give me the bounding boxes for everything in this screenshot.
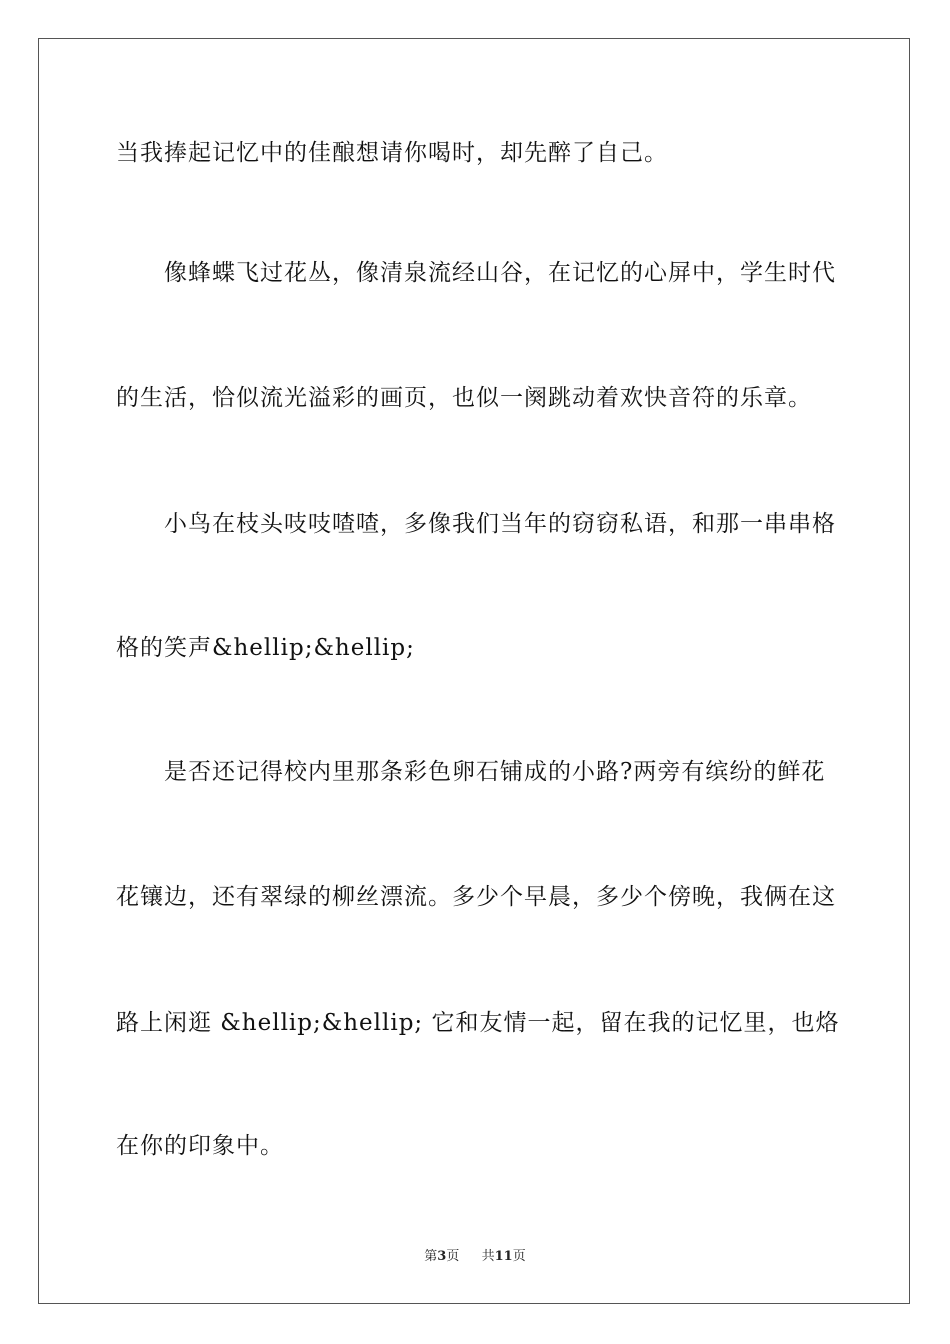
text-line-9: 在你的印象中。 [116,1133,284,1159]
total-suffix: 页 [512,1249,526,1264]
total-prefix: 共 [481,1249,495,1264]
text-line-3: 的生活，恰似流光溢彩的画页，也似一阕跳动着欢快音符的乐章。 [116,385,812,411]
text-line-4: 小鸟在枝头吱吱喳喳，多像我们当年的窃窃私语，和那一串串格 [164,511,836,537]
total-number: 11 [494,1249,513,1264]
text-line-5: 格的笑声&hellip;&hellip; [116,635,415,661]
page-footer [0,1248,950,1266]
text-line-8: 路上闲逛 &hellip;&hellip; 它和友情一起，留在我的记忆里，也烙 [116,1010,840,1036]
text-line-6: 是否还记得校内里那条彩色卵石铺成的小路?两旁有缤纷的鲜花 [164,759,826,785]
text-line-7: 花镶边，还有翠绿的柳丝漂流。多少个早晨，多少个傍晚，我俩在这 [116,884,836,910]
page-number: 3 [437,1249,447,1264]
page-label [424,1248,459,1266]
total-pages-label [482,1248,526,1266]
page-suffix: 页 [446,1249,460,1264]
page-frame [38,38,910,1304]
text-line-1: 当我捧起记忆中的佳酿想请你喝时，却先醉了自己。 [116,140,668,166]
page-prefix: 第 [424,1249,438,1264]
text-line-2: 像蜂蝶飞过花丛，像清泉流经山谷，在记忆的心屏中，学生时代 [164,260,836,286]
